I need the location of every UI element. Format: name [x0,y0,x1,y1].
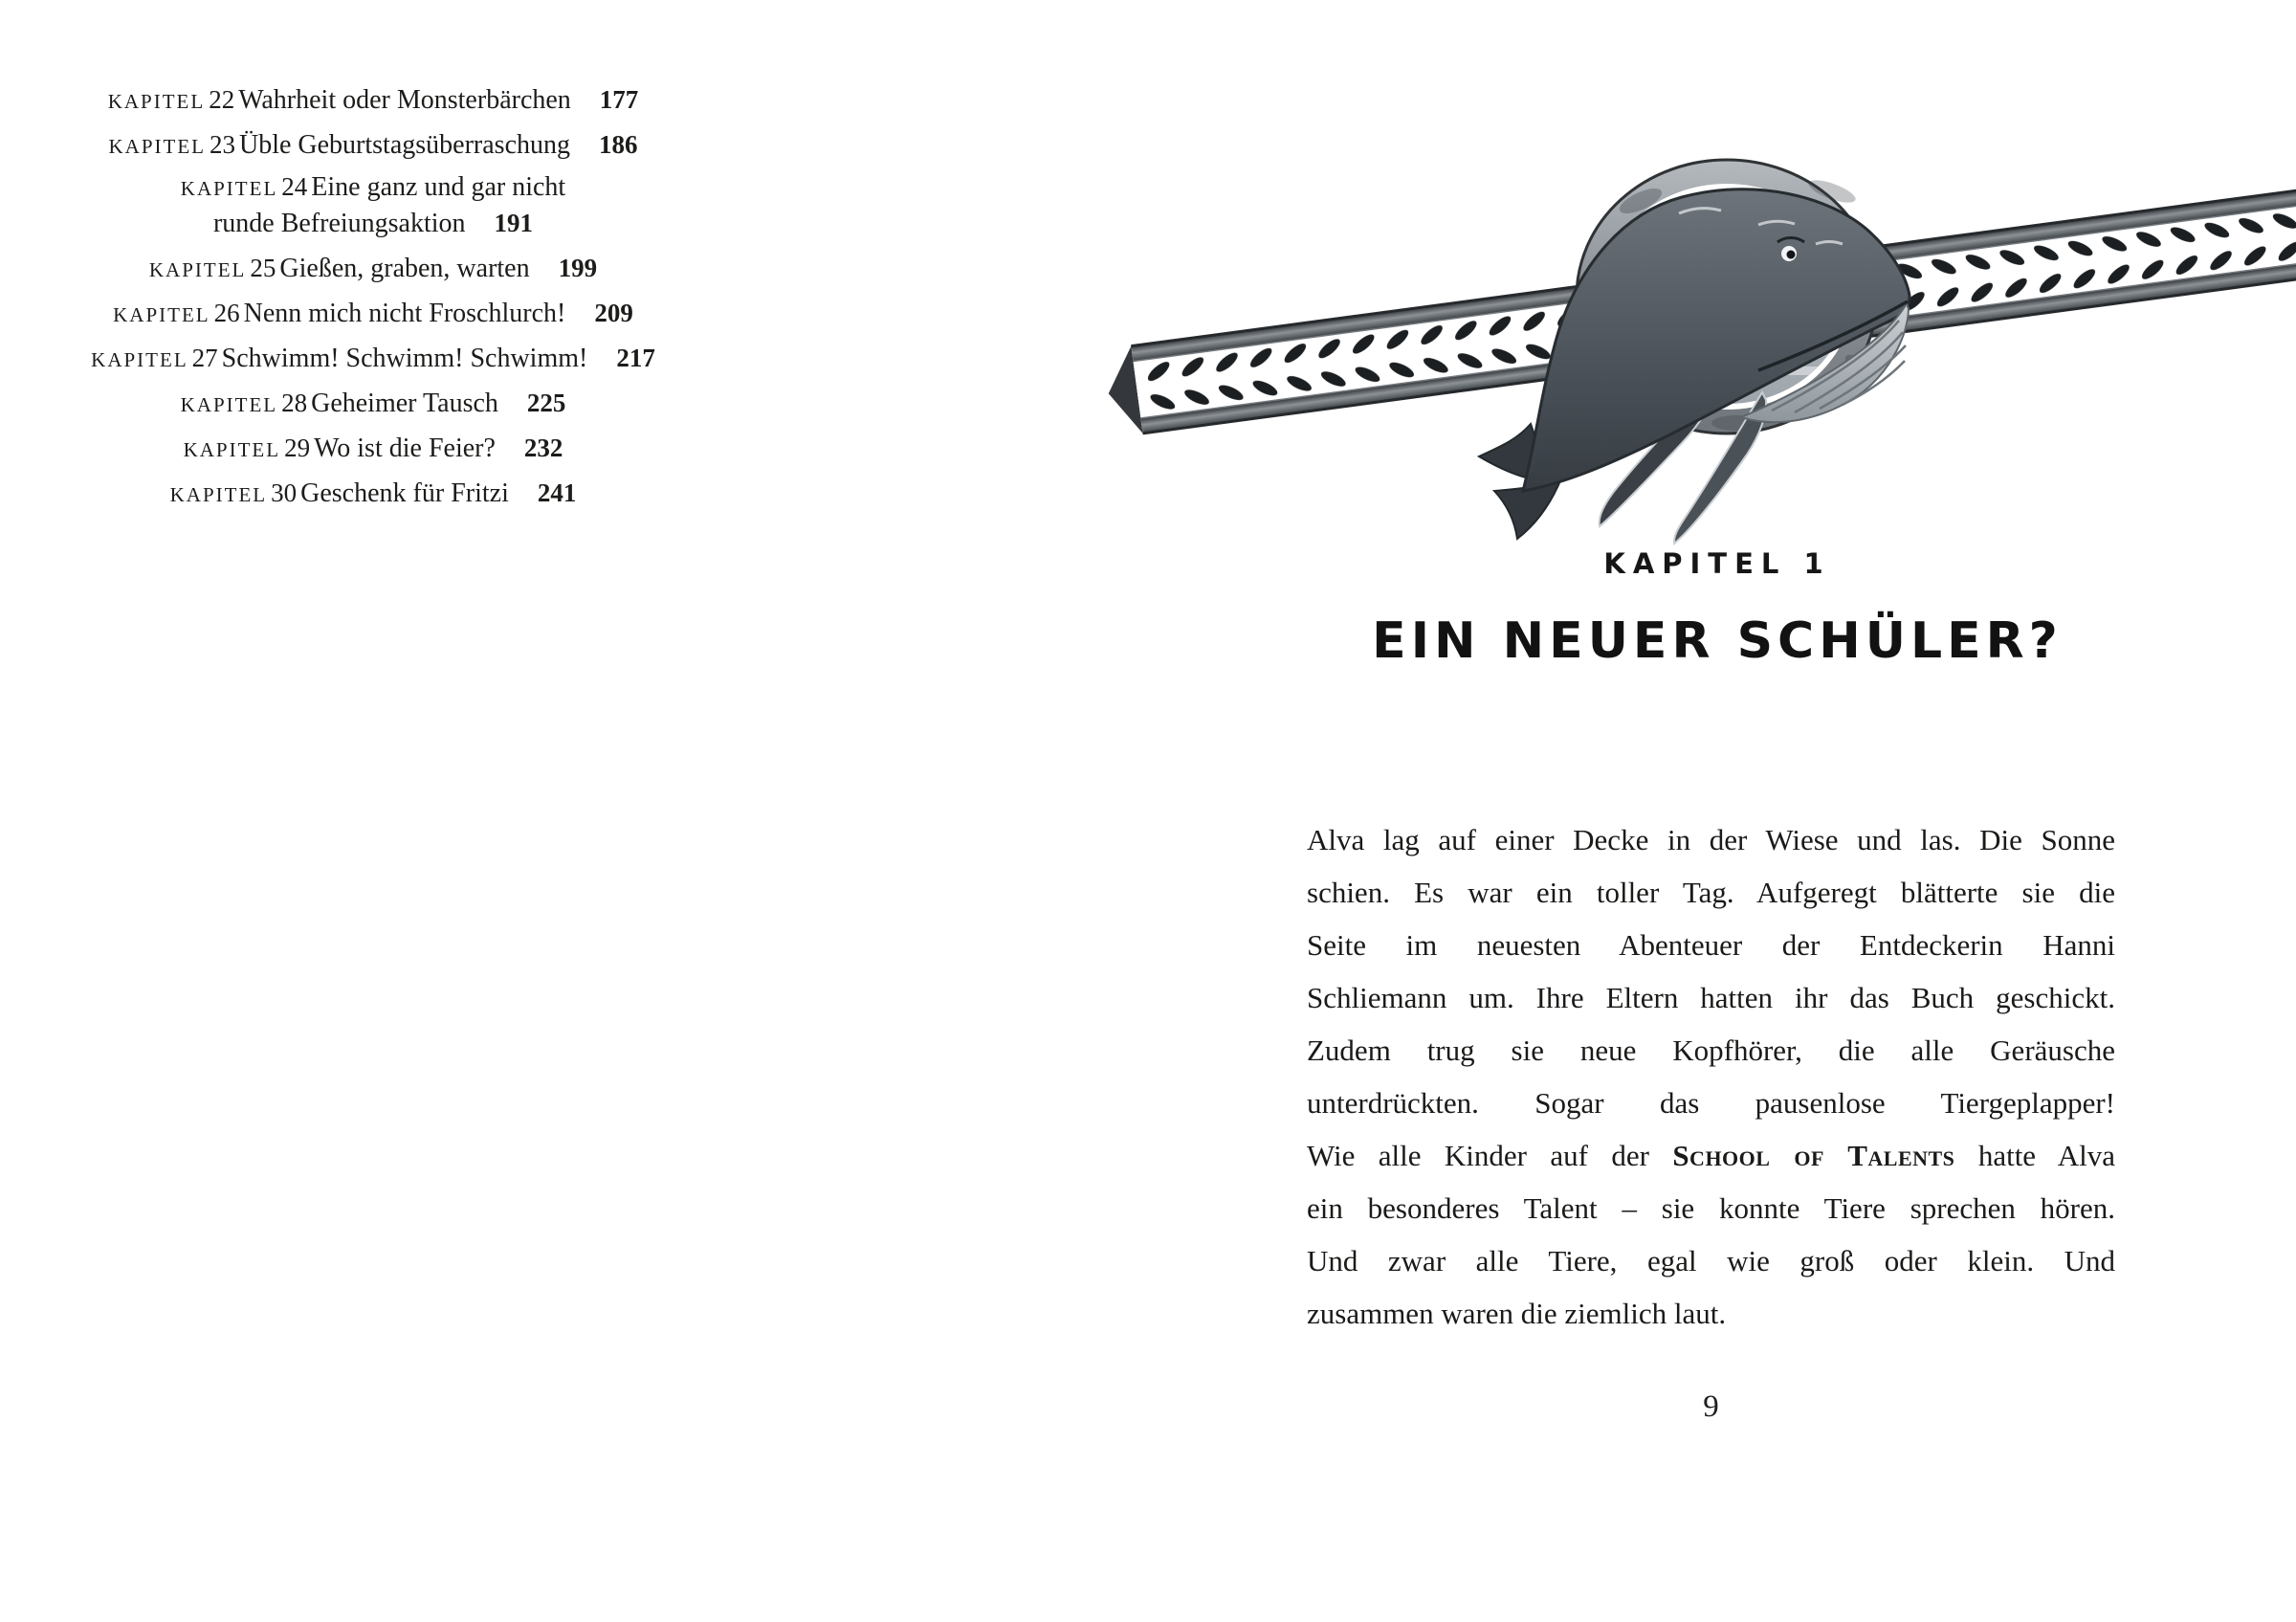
toc-chapter-title: Wo ist die Feier? [314,433,496,463]
toc-entry [48,381,698,426]
toc-page-number: 217 [616,344,655,372]
toc-entry-continuation [48,206,698,246]
toc-chapter-label: KAPITEL [169,483,268,506]
body-line: Zudem trug sie neue Kopfhörer, die alle Geräusche [1307,1033,2115,1067]
toc-page-number: 199 [558,254,598,282]
whale-body [1523,189,1910,491]
body-line: ein besonderes Talent – sie konnte Tiere sprechen hören. [1307,1191,2115,1225]
toc-chapter-number: 26 [213,299,240,327]
toc-chapter-label: KAPITEL [113,303,210,326]
toc-chapter-title: Eine ganz und gar nicht [311,172,566,202]
toc-chapter-number: 24 [281,172,308,201]
body-line: Und zwar alle Tiere, egal wie groß oder klein. Und [1307,1244,2115,1278]
toc-chapter-title: Gießen, graben, warten [279,254,530,283]
body-line [1307,1129,2115,1182]
chapter-title: EIN NEUER SCHÜLER? [1372,612,2063,670]
toc-chapter-label: KAPITEL [108,135,206,158]
toc-chapter-label: KAPITEL [180,393,278,416]
toc-chapter-number: 29 [284,433,311,462]
toc-entry [48,291,698,336]
toc-entry [48,122,698,167]
page-number: 9 [1703,1389,1719,1424]
toc-chapter-title: Geschenk für Fritzi [300,478,509,508]
toc-chapter-label: KAPITEL [180,177,278,200]
toc-entry [48,246,698,291]
school-of-talents-brand: School of Talents [1672,1139,1955,1172]
toc-chapter-number: 23 [209,130,235,159]
toc-chapter-title: Üble Geburtstagsüberraschung [238,130,570,160]
body-text-segment: Wie alle Kinder auf der [1307,1139,1673,1172]
toc-entry [48,167,698,206]
toc-page-number: 186 [599,130,638,159]
body-line: zusammen waren die ziemlich laut. [1307,1297,1727,1330]
toc-page-number: 209 [594,299,633,327]
toc-entry [48,471,698,516]
toc-chapter-label: KAPITEL [148,258,247,281]
toc-chapter-number: 22 [209,85,235,114]
toc-entry [48,426,698,471]
toc-page-number: 177 [599,85,639,114]
toc-chapter-label: KAPITEL [91,348,188,371]
body-line: Schliemann um. Ihre Eltern hatten ihr das Buch geschickt. [1307,981,2115,1014]
body-line: unterdrückten. Sogar das pausenlose Tiergeplapper! [1307,1086,2115,1120]
toc-chapter-label: KAPITEL [183,438,281,461]
toc-page-number: 241 [537,478,577,507]
body-line: schien. Es war ein toller Tag. Aufgeregt blätterte sie die [1307,876,2115,909]
toc-page-number: 191 [494,209,534,237]
body-text-segment: hatte Alva [1954,1139,2116,1172]
body-line: Alva lag auf einer Decke in der Wiese und las. Die Sonne [1307,823,2115,856]
toc-chapter-title: Geheimer Tausch [311,389,498,418]
toc-chapter-number: 25 [250,254,276,282]
toc-page-number: 225 [526,389,566,417]
toc-entry [48,336,698,381]
toc-chapter-title: Nenn mich nicht Froschlurch! [243,299,566,328]
toc-chapter-title: Schwimm! Schwimm! Schwimm! [221,344,588,373]
chapter-kicker: KAPITEL 1 [1603,547,1831,580]
whale-medallion-illustration [746,81,2296,550]
body-line: Seite im neuesten Abenteuer der Entdeckerin Hanni [1307,928,2115,962]
table-of-contents [48,78,698,516]
toc-chapter-title: Wahrheit oder Monsterbärchen [238,85,571,115]
chapter-body [1307,813,2115,1340]
toc-page-number: 232 [523,433,563,462]
toc-chapter-number: 30 [271,478,298,507]
toc-chapter-number: 27 [191,344,218,372]
toc-chapter-number: 28 [281,389,308,417]
toc-chapter-label: KAPITEL [107,90,206,113]
toc-chapter-title: runde Befreiungsaktion [212,209,466,238]
toc-entry [48,78,698,122]
